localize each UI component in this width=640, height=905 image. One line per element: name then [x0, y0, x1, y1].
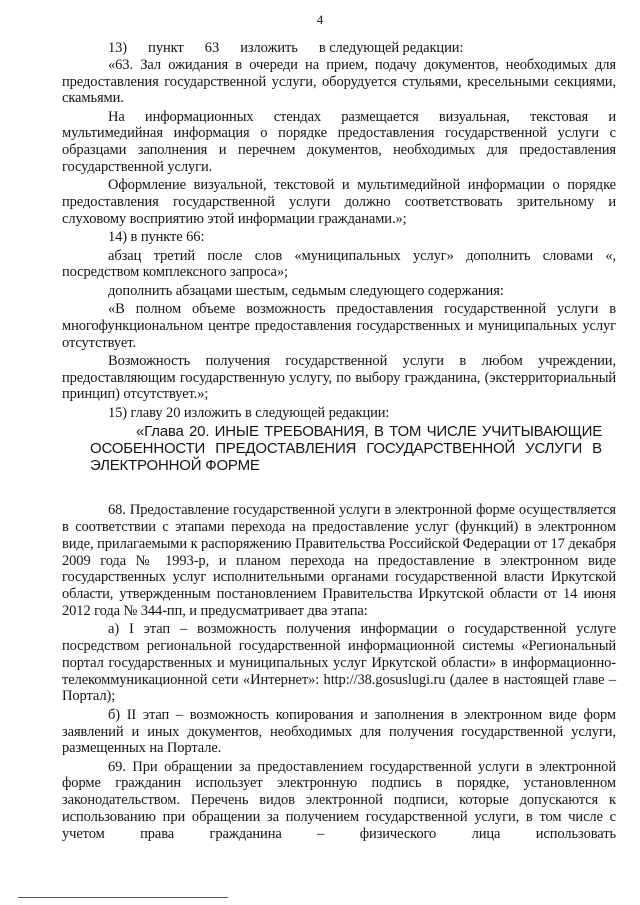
paragraph-info-stands: На информационных стендах размещается визуальная, текстовая и мультимедийная информация о порядке предоставления государственной услуги с образцами заполнения и перечнем документов, необходимых для предоставления государственной услуги. — [62, 108, 616, 176]
paragraph-point-63-quote: «63. Зал ожидания в очереди на прием, подачу документов, необходимых для предоставления государственной услуги, оборудуется стульями, кресельными секциями, скамьями. — [62, 56, 616, 107]
paragraph-item-14: 14) в пункте 66: — [108, 229, 205, 246]
document-body — [62, 40, 616, 843]
paragraph-item-13: 13) пункт 63 изложить в следующей редакции: — [108, 40, 464, 56]
heading-spacer — [62, 474, 616, 502]
footer-rule — [18, 897, 228, 898]
paragraph-69: 69. При обращении за предоставлением государственной услуги в электронной форме гражданин использует электронную подпись в порядке, установленном законодательством. Перечень видов электронной подписи, которые допускаются к использованию при обращении за получением государственной услуги, в том числе с учетом права гражданина – физического лица использовать — [62, 758, 616, 842]
paragraph-item-15: 15) главу 20 изложить в следующей редакции: — [108, 404, 390, 421]
chapter-20-heading: «Глава 20. ИНЫЕ ТРЕБОВАНИЯ, В ТОМ ЧИСЛЕ УЧИТЫВАЮЩИЕ ОСОБЕННОСТИ ПРЕДОСТАВЛЕНИЯ ГОСУДАРСТВЕННОЙ УСЛУГИ В ЭЛЕКТРОННОЙ ФОРМЕ — [90, 422, 602, 474]
paragraph-abzac-third: абзац третий после слов «муниципальных услуг» дополнить словами «, посредством комплексного запроса»; — [62, 247, 616, 281]
paragraph-extraterritorial: Возможность получения государственной услуги в любом учреждении, предоставляющим государственную услугу, по выбору гражданина, (экстерриториальный принцип) отсутствует.»; — [62, 352, 616, 403]
paragraph-stage-2: б) II этап – возможность копирования и заполнения в электронном виде форм заявлений и иных документов, необходимых для получения государственной услуги, размещенных на Портале. — [62, 706, 616, 757]
page-number: 4 — [316, 12, 324, 27]
paragraph-add-abzacs: дополнить абзацами шестым, седьмым следующего содержания: — [108, 282, 504, 299]
paragraph-stage-1: а) I этап – возможность получения информации о государственной услуге посредством региональной государственной информационной системы «Региональный портал государственных и муниципальных услуг Иркутской области» в информационно-телекоммуникационной сети «Интернет»: http://38.gosuslugi.ru (далее в настоящей главе – Портал); — [62, 621, 616, 705]
paragraph-mfc-absent: «В полном объеме возможность предоставления государственной услуги в многофункциональном центре предоставления государственных и муниципальных услуг отсутствует. — [62, 300, 616, 351]
paragraph-info-design: Оформление визуальной, текстовой и мультимедийной информации о порядке предоставления государственной услуги должно соответствовать зрительному и слуховому восприятию этой информации гражданами.»; — [62, 177, 616, 227]
paragraph-68: 68. Предоставление государственной услуги в электронной форме осуществляется в соответствии с этапами перехода на предоставление услуг (функций) в электронном виде, прилагаемыми к распоряжению Правительства Российской Федерации от 17 декабря 2009 года № 1993-р, и планом перехода на предоставление в электронном виде государственных услуг исполнительными органами государственной власти Иркутской области, утвержденным постановлением Правительства Иркутской области от 14 июня 2012 года № 344-пп, и предусматривает два этапа: — [62, 502, 616, 619]
